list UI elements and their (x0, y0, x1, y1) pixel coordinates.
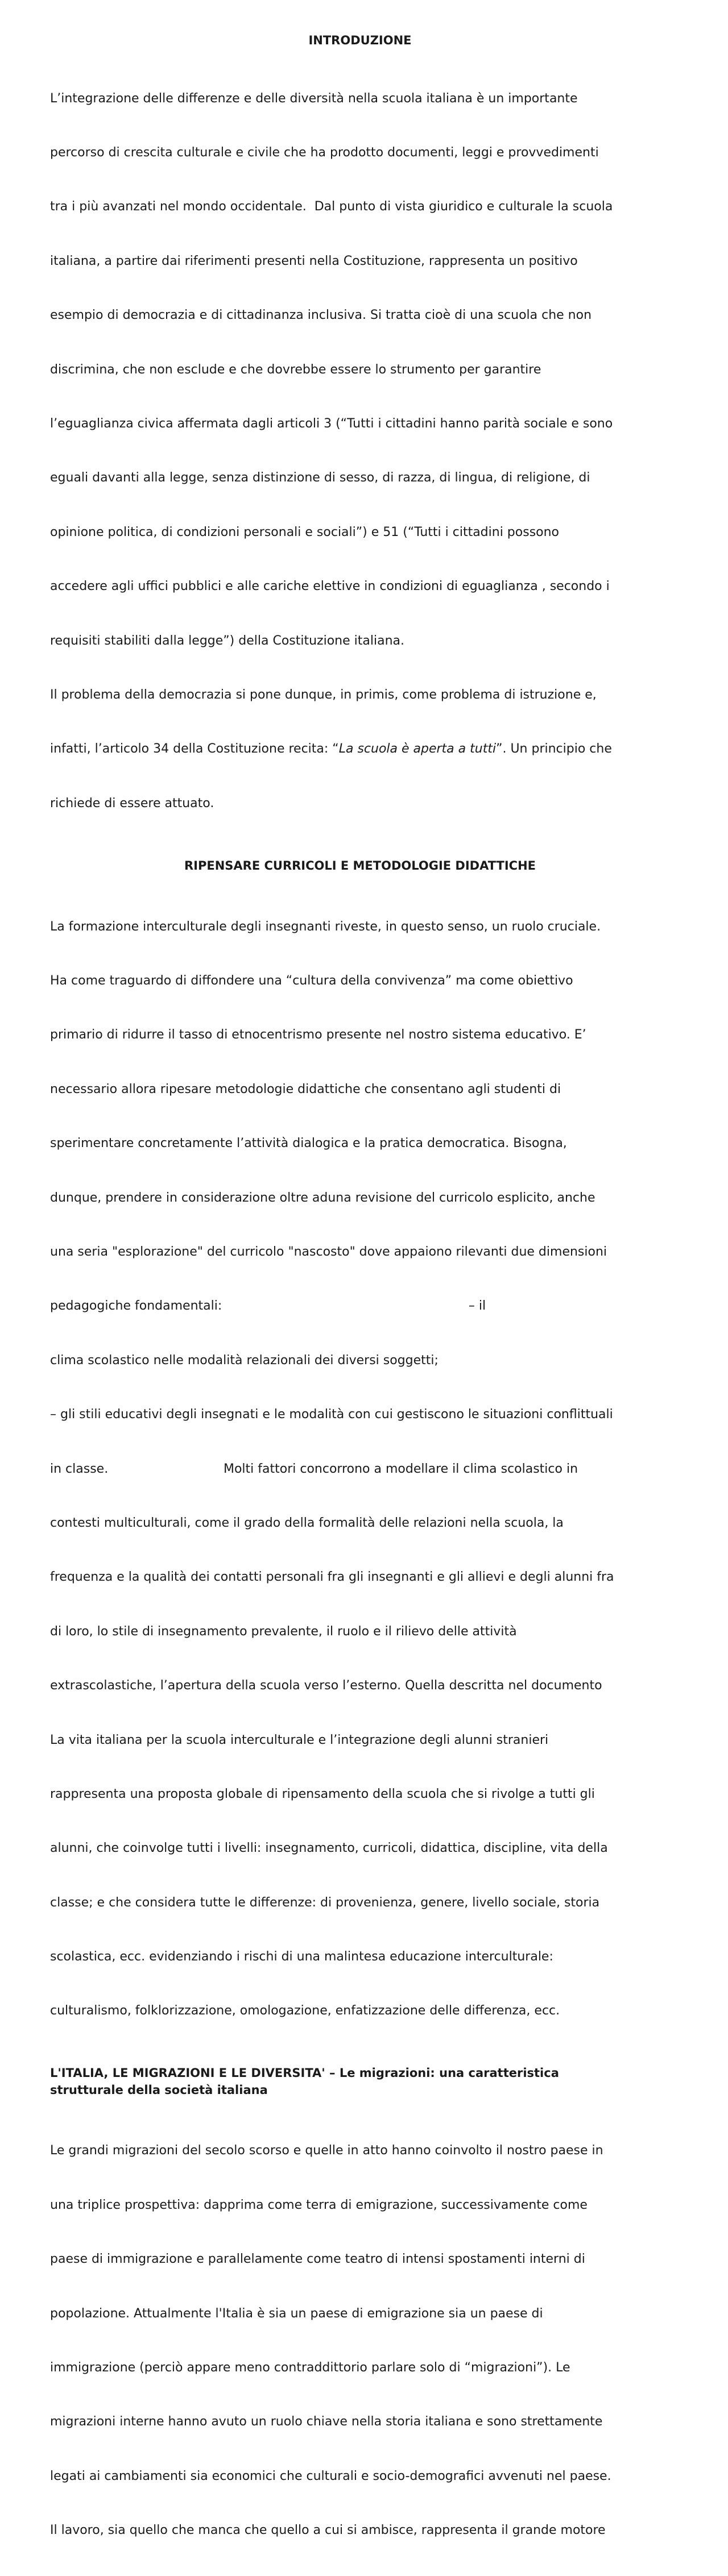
section-title-italia-migrazioni (50, 2064, 670, 2099)
text-line: italiana, a partire dai riferimenti presenti nella Costituzione, rappresenta un positivo (50, 254, 578, 268)
text-line: migrazioni interne hanno avuto un ruolo chiave nella storia italiana e sono strettamente (50, 2415, 603, 2429)
document-page (50, 32, 670, 2576)
text-line: frequenza e la qualità dei contatti personali fra gli insegnanti e gli allievi e degli alunni fra (50, 1570, 614, 1585)
text-line: pedagogiche fondamentali: – il (50, 1299, 486, 1314)
text-line: di loro, lo stile di insegnamento prevalente, il ruolo e il rilievo delle attività (50, 1624, 517, 1639)
text-line: popolazione. Attualmente l'Italia è sia un paese di emigrazione sia un paese di (50, 2306, 543, 2321)
text-line: una seria "esplorazione" del curricolo "nascosto" dove appaiono rilevanti due dimensioni (50, 1245, 607, 1259)
text-fragment: ”. Un principio che (496, 742, 612, 757)
text-line: clima scolastico nelle modalità relazionali dei diversi soggetti; (50, 1353, 439, 1368)
text-line: tra i più avanzati nel mondo occidentale. Dal punto di vista giuridico e culturale la scuola (50, 200, 613, 214)
title-line: L'ITALIA, LE MIGRAZIONI E LE DIVERSITA' – Le migrazioni: una caratteristica (50, 2066, 559, 2080)
text-line: accedere agli uffici pubblici e alle cariche elettive in condizioni di eguaglianza , secondo i (50, 579, 610, 594)
text-line: legati ai cambiamenti sia economici che culturali e socio-demografici avvenuti nel paese. (50, 2469, 611, 2483)
text-line: Il problema della democrazia si pone dunque, in primis, come problema di istruzione e, (50, 687, 597, 702)
text-line: – gli stili educativi degli insegnati e le modalità con cui gestiscono le situazioni conflittuali (50, 1407, 613, 1422)
text-line: culturalismo, folklorizzazione, omologazione, enfatizzazione delle differenza, ecc. (50, 2004, 560, 2018)
text-line: eguali davanti alla legge, senza distinzione di sesso, di razza, di lingua, di religione, di (50, 471, 590, 485)
intro-paragraph (50, 53, 670, 849)
text-line: dunque, prendere in considerazione oltre aduna revisione del curricolo esplicito, anche (50, 1190, 595, 1205)
text-line: una triplice prospettiva: dapprima come terra di emigrazione, successivamente come (50, 2197, 588, 2212)
text-line: sperimentare concretamente l’attività dialogica e la pratica democratica. Bisogna, (50, 1136, 567, 1151)
text-line: contesti multiculturali, come il grado della formalità delle relazioni nella scuola, la (50, 1515, 564, 1530)
quote-italic: La scuola è aperta a tutti (338, 742, 497, 757)
text-line: scolastica, ecc. evidenziando i rischi di una malintesa educazione interculturale: (50, 1950, 553, 1964)
text-line: La vita italiana per la scuola interculturale e l’integrazione degli alunni stranieri (50, 1732, 549, 1747)
text-line: requisiti stabiliti dalla legge”) della Costituzione italiana. (50, 633, 404, 648)
text-line-with-quote (50, 740, 670, 758)
curricoli-paragraph (50, 882, 670, 2056)
text-line: primario di ridurre il tasso di etnocentrismo presente nel nostro sistema educativo. E’ (50, 1028, 586, 1042)
text-line: Il lavoro, sia quello che manca che quello a cui si ambisce, rappresenta il grande motore (50, 2523, 606, 2538)
text-line: opinione politica, di condizioni personali e sociali”) e 51 (“Tutti i cittadini possono (50, 525, 560, 539)
text-line: rappresenta una proposta globale di ripensamento della scuola che si rivolge a tutti gli (50, 1786, 595, 1801)
text-line: L’integrazione delle differenze e delle diversità nella scuola italiana è un importante (50, 91, 578, 106)
section-title-introduzione: INTRODUZIONE (308, 34, 412, 47)
text-line: paese di immigrazione e parallelamente come teatro di intensi spostamenti interni di (50, 2252, 585, 2267)
text-line: l’eguaglianza civica affermata dagli articoli 3 (“Tutti i cittadini hanno parità sociale e sono (50, 416, 613, 431)
text-line: necessario allora ripesare metodologie didattiche che consentano agli studenti di (50, 1082, 561, 1096)
text-line: extrascolastiche, l’apertura della scuola verso l’esterno. Quella descritta nel documento (50, 1678, 602, 1693)
text-line: alunni, che coinvolge tutti i livelli: insegnamento, curricoli, didattica, discipline, vita della (50, 1841, 608, 1856)
text-line: immigrazione (perciò appare meno contraddittorio parlare solo di “migrazioni”). Le (50, 2361, 570, 2375)
text-line: Le grandi migrazioni del secolo scorso e quelle in atto hanno coinvolto il nostro paese in (50, 2143, 603, 2158)
text-line: La formazione interculturale degli insegnanti riveste, in questo senso, un ruolo cruciale. (50, 919, 601, 934)
text-line: percorso di crescita culturale e civile che ha prodotto documenti, leggi e provvedimenti (50, 145, 599, 160)
text-line: classe; e che considera tutte le differenze: di provenienza, genere, livello sociale, storia (50, 1895, 600, 1910)
text-line: Ha come traguardo di diffondere una “cultura della convivenza” ma come obiettivo (50, 974, 573, 988)
title-line: strutturale della società italiana (50, 2083, 268, 2097)
text-line: discrimina, che non esclude e che dovrebbe essere lo strumento per garantire (50, 362, 541, 377)
text-fragment: infatti, l’articolo 34 della Costituzione recita: “ (50, 742, 339, 757)
migrazioni-paragraph (50, 2106, 670, 2576)
text-line: richiede di essere attuato. (50, 796, 214, 811)
text-line: in classe. Molti fattori concorrono a modellare il clima scolastico in (50, 1461, 578, 1476)
section-title-ripensare-curricoli: RIPENSARE CURRICOLI E METODOLOGIE DIDATTICHE (184, 859, 536, 873)
text-line: esempio di democrazia e di cittadinanza inclusiva. Si tratta cioè di una scuola che non (50, 308, 592, 323)
